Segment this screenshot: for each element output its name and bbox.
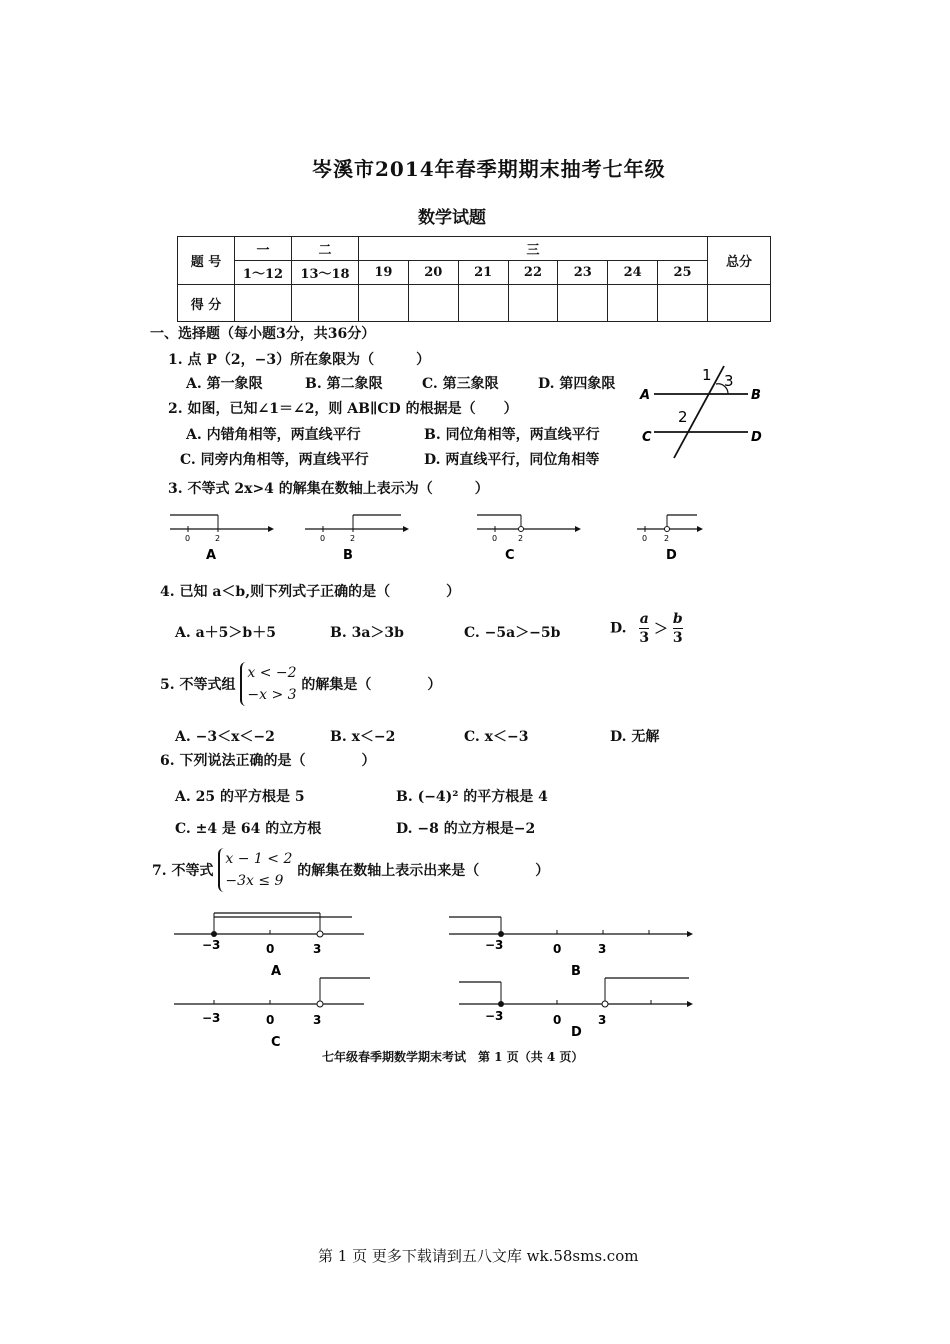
label-d: D (751, 430, 762, 445)
svg-text:3: 3 (313, 942, 322, 956)
label-2: 2 (678, 408, 688, 426)
score-cell (658, 285, 708, 322)
label-3: 3 (724, 372, 734, 390)
q1-option-a: A. 第一象限 (186, 376, 263, 392)
q3-number-line-c (475, 507, 585, 563)
label-b: B (751, 388, 761, 403)
q6-option-c: C. ±4 是 64 的立方根 (175, 821, 322, 837)
svg-text:3: 3 (598, 1013, 607, 1027)
page-footer: 七年级春季期数学期末考试 第 1 页（共 4 页） (322, 1050, 584, 1064)
option-letter-a: A (271, 964, 282, 979)
label-1: 1 (702, 366, 712, 384)
svg-text:0: 0 (320, 534, 326, 543)
q7-number-line-c (170, 972, 370, 1052)
row-label-number: 题 号 (178, 237, 235, 285)
col-header: 13～18 (292, 261, 359, 285)
svg-text:3: 3 (598, 942, 607, 956)
score-cell (458, 285, 508, 322)
group-three: 三 (359, 237, 708, 261)
svg-text:−3: −3 (485, 1009, 504, 1023)
q2-stem: 2. 如图，已知∠1＝∠2，则 AB∥CD 的根据是（ ） (168, 401, 518, 417)
col-header: 19 (359, 261, 409, 285)
col-header: 21 (458, 261, 508, 285)
col-header: 22 (508, 261, 558, 285)
download-note: 第 1 页 更多下载请到五八文库 wk.58sms.com (318, 1247, 639, 1265)
total-header: 总分 (708, 237, 771, 285)
q6-option-a: A. 25 的平方根是 5 (175, 789, 305, 805)
q5-option-c: C. x＜−3 (464, 729, 529, 745)
score-cell (408, 285, 458, 322)
col-header: 25 (658, 261, 708, 285)
col-header: 20 (408, 261, 458, 285)
exam-subtitle: 数学试题 (418, 208, 486, 228)
score-cell (508, 285, 558, 322)
svg-text:2: 2 (518, 534, 524, 543)
row-label-score: 得 分 (178, 285, 235, 322)
col-header: 1～12 (235, 261, 292, 285)
group-two: 二 (292, 237, 359, 261)
q3-number-line-d (635, 507, 715, 563)
option-letter-a: A (206, 548, 217, 563)
svg-text:0: 0 (492, 534, 498, 543)
q5-option-b: B. x＜−2 (330, 729, 396, 745)
section-heading: 一、选择题（每小题3分，共36分） (150, 326, 376, 342)
q6-option-b: B. (−4)² 的平方根是 4 (396, 789, 548, 805)
col-header: 24 (608, 261, 658, 285)
svg-text:0: 0 (553, 1013, 562, 1027)
svg-text:−3: −3 (202, 1011, 221, 1025)
score-table (177, 236, 771, 322)
score-cell (359, 285, 409, 322)
q4-stem: 4. 已知 a＜b,则下列式子正确的是（ ） (160, 584, 461, 600)
q1-option-b: B. 第二象限 (305, 376, 383, 392)
q5-option-d: D. 无解 (610, 729, 660, 745)
q7-system: x − 1 < 2 −3x ≤ 9 (218, 848, 292, 892)
q7-stem: 7. 不等式 x − 1 < 2 −3x ≤ 9 的解集在数轴上表示出来是（ ） (152, 848, 549, 892)
label-a: A (640, 388, 651, 403)
fraction-b-over-3: $\frac{b}{3}$ (672, 611, 683, 646)
q4-option-a: A. a＋5＞b＋5 (175, 625, 276, 641)
score-cell (558, 285, 608, 322)
q5-stem: 5. 不等式组 x < −2 −x > 3 的解集是（ ） (160, 662, 441, 706)
q2-option-d: D. 两直线平行，同位角相等 (424, 452, 600, 468)
option-letter-b: B (571, 964, 581, 979)
exam-title: 岑溪市2014年春季期期末抽考七年级 (312, 157, 666, 181)
q6-option-d: D. −8 的立方根是−2 (396, 821, 536, 837)
svg-text:2: 2 (664, 534, 670, 543)
score-cell (708, 285, 771, 322)
option-letter-c: C (271, 1035, 281, 1050)
fraction-a-over-3: $\frac{a}{3}$ (639, 611, 650, 646)
q6-stem: 6. 下列说法正确的是（ ） (160, 753, 376, 769)
score-cell (608, 285, 658, 322)
svg-text:0: 0 (185, 534, 191, 543)
q7-number-line-d (455, 972, 695, 1042)
q1-option-c: C. 第三象限 (422, 376, 499, 392)
q4-option-d: D. $\frac{a}{3}$ ＞ $\frac{b}{3}$ (610, 611, 683, 646)
label-c: C (642, 430, 652, 445)
q2-parallel-lines-figure (638, 356, 768, 462)
svg-text:0: 0 (553, 942, 562, 956)
q2-option-a: A. 内错角相等，两直线平行 (186, 427, 361, 443)
q2-option-c: C. 同旁内角相等，两直线平行 (180, 452, 369, 468)
option-letter-b: B (343, 548, 353, 563)
q2-option-b: B. 同位角相等，两直线平行 (424, 427, 600, 443)
score-cell (292, 285, 359, 322)
q7-number-line-b (445, 905, 695, 980)
svg-text:2: 2 (215, 534, 221, 543)
q3-stem: 3. 不等式 2x>4 的解集在数轴上表示为（ ） (168, 481, 489, 497)
q1-option-d: D. 第四象限 (538, 376, 616, 392)
svg-text:0: 0 (266, 1013, 275, 1027)
svg-text:3: 3 (313, 1013, 322, 1027)
col-header: 23 (558, 261, 608, 285)
score-cell (235, 285, 292, 322)
svg-text:−3: −3 (202, 938, 221, 952)
q7-number-line-a (170, 905, 370, 980)
svg-text:2: 2 (350, 534, 356, 543)
q1-stem: 1. 点 P（2，−3）所在象限为（ ） (168, 352, 431, 368)
option-letter-c: C (505, 548, 515, 563)
q4-option-c: C. −5a＞−5b (464, 625, 561, 641)
svg-text:−3: −3 (485, 938, 504, 952)
q5-system: x < −2 −x > 3 (240, 662, 296, 706)
q3-number-line-a (168, 507, 278, 563)
option-letter-d: D (571, 1025, 582, 1040)
group-one: 一 (235, 237, 292, 261)
svg-text:0: 0 (642, 534, 648, 543)
option-letter-d: D (666, 548, 677, 563)
q3-number-line-b (303, 507, 413, 563)
svg-text:0: 0 (266, 942, 275, 956)
q4-option-b: B. 3a＞3b (330, 625, 404, 641)
q5-option-a: A. −3＜x＜−2 (175, 729, 275, 745)
